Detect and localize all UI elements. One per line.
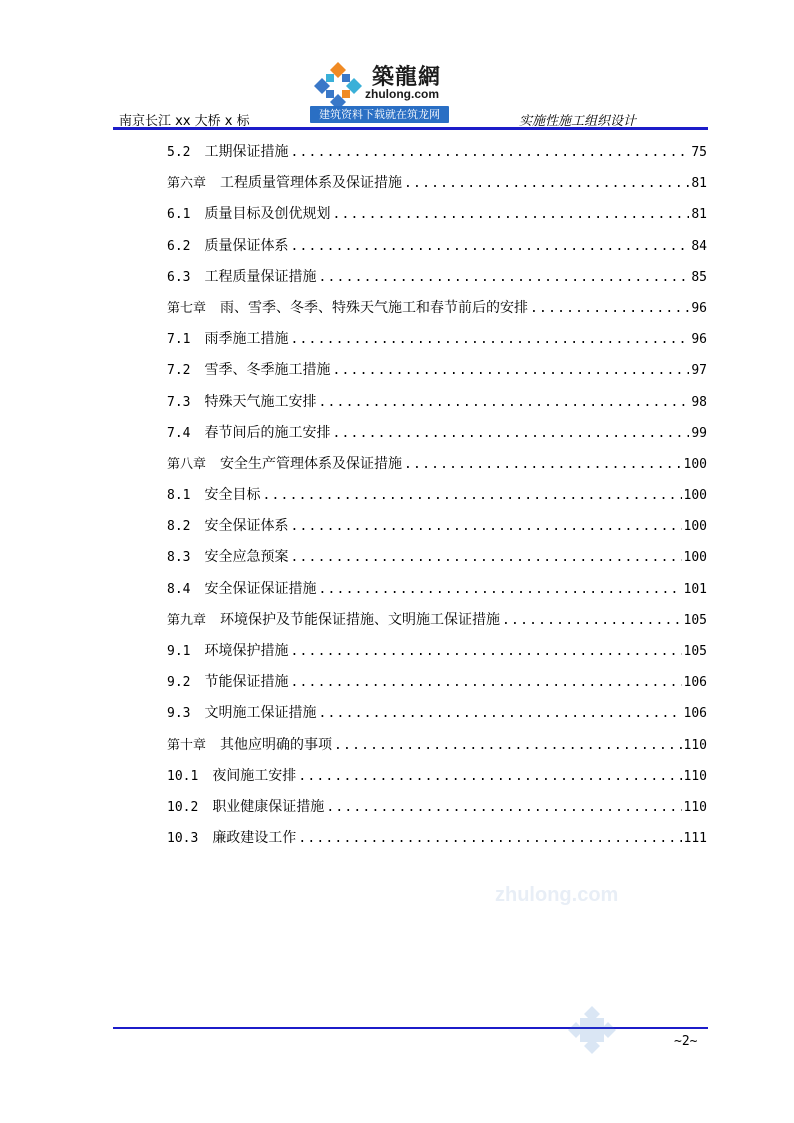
toc-entry[interactable] [167, 140, 707, 171]
table-of-contents [167, 140, 707, 857]
toc-entry-number: 10.3 [167, 831, 199, 847]
toc-entry-title: 质量目标及创优规划 [204, 206, 331, 223]
toc-entry-number: 7.4 [167, 425, 191, 441]
toc-entry-title: 春节间后的施工安排 [204, 424, 331, 441]
toc-leader-dots [404, 453, 682, 477]
toc-entry-number: 7.3 [167, 394, 191, 410]
toc-entry[interactable] [167, 202, 707, 233]
toc-entry-number: 第八章 [167, 456, 207, 472]
toc-entry-title: 廉政建设工作 [212, 830, 297, 847]
header-rule [113, 127, 708, 130]
watermark: zhulong.com [495, 884, 619, 906]
toc-leader-dots [290, 515, 681, 539]
toc-entry-title: 其他应明确的事项 [220, 736, 333, 753]
toc-entry[interactable] [167, 358, 707, 389]
toc-entry-page: 110 [683, 737, 707, 753]
toc-entry-number: 6.1 [167, 207, 191, 223]
toc-entry-title: 质量保证体系 [204, 237, 289, 254]
toc-entry-page: 98 [691, 394, 707, 410]
toc-entry-title: 安全保证保证措施 [204, 580, 317, 597]
toc-entry-number: 5.2 [167, 145, 191, 160]
toc-entry[interactable] [167, 514, 707, 545]
logo-name: 築龍網 [372, 64, 442, 90]
header-project-title: 南京长江 xx 大桥 x 标 [119, 114, 250, 129]
toc-entry-title: 安全保证体系 [204, 518, 289, 535]
toc-entry[interactable] [167, 327, 707, 358]
toc-entry-number: 8.1 [167, 488, 191, 504]
toc-leader-dots [332, 203, 689, 227]
toc-entry-title: 安全应急预案 [204, 549, 289, 566]
page-number: ~2~ [674, 1034, 698, 1049]
toc-entry-page: 106 [683, 706, 707, 722]
toc-entry[interactable] [167, 795, 707, 826]
footer-watermark-icon [566, 1004, 618, 1056]
toc-entry-title: 安全目标 [204, 487, 261, 504]
toc-entry[interactable] [167, 701, 707, 732]
toc-leader-dots [290, 235, 689, 259]
toc-leader-dots [326, 796, 681, 820]
toc-leader-dots [404, 172, 689, 196]
toc-entry-title: 雨季施工措施 [204, 331, 289, 348]
toc-entry-page: 110 [683, 768, 707, 784]
toc-entry-number: 6.3 [167, 269, 191, 285]
toc-entry-number: 9.2 [167, 675, 191, 691]
toc-entry-title: 特殊天气施工安排 [204, 393, 317, 410]
toc-entry-title: 雪季、冬季施工措施 [204, 362, 331, 379]
toc-entry-page: 100 [683, 519, 707, 535]
toc-entry-number: 第九章 [167, 612, 207, 628]
toc-entry-number: 第十章 [167, 737, 207, 753]
toc-entry-number: 7.2 [167, 363, 191, 379]
toc-entry[interactable] [167, 452, 707, 483]
toc-entry-title: 雨、雪季、冬季、特殊天气施工和春节前后的安排 [220, 299, 529, 316]
toc-leader-dots [318, 391, 689, 415]
toc-leader-dots [262, 484, 681, 508]
toc-entry-page: 111 [683, 831, 707, 847]
footer-rule [113, 1027, 708, 1029]
toc-leader-dots [290, 671, 681, 695]
toc-entry[interactable] [167, 265, 707, 296]
toc-entry[interactable] [167, 733, 707, 764]
toc-entry[interactable] [167, 234, 707, 265]
toc-entry-page: 97 [691, 363, 707, 379]
toc-entry[interactable] [167, 545, 707, 576]
toc-entry[interactable] [167, 296, 707, 327]
toc-entry-title: 节能保证措施 [204, 674, 289, 691]
toc-entry-number: 7.1 [167, 332, 191, 348]
zhulong-logo [309, 58, 454, 126]
toc-leader-dots [318, 578, 681, 602]
toc-entry-page: 105 [683, 644, 707, 659]
toc-leader-dots [298, 765, 681, 789]
toc-leader-dots [318, 702, 681, 726]
toc-entry-number: 8.4 [167, 581, 191, 597]
toc-leader-dots [332, 422, 689, 446]
toc-entry-title: 环境保护及节能保证措施、文明施工保证措施 [220, 611, 501, 628]
toc-entry-title: 安全生产管理体系及保证措施 [220, 455, 403, 472]
toc-entry-title: 职业健康保证措施 [212, 798, 325, 815]
toc-leader-dots [290, 640, 681, 664]
toc-entry-number: 8.3 [167, 550, 191, 566]
toc-entry-number: 9.3 [167, 706, 191, 722]
toc-entry-page: 100 [683, 550, 707, 566]
toc-entry[interactable] [167, 483, 707, 514]
toc-leader-dots [290, 546, 681, 570]
toc-entry[interactable] [167, 639, 707, 670]
toc-entry[interactable] [167, 670, 707, 701]
toc-entry-page: 96 [691, 300, 707, 316]
toc-entry-number: 8.2 [167, 519, 191, 535]
toc-entry[interactable] [167, 577, 707, 608]
toc-leader-dots [298, 827, 681, 851]
toc-entry[interactable] [167, 390, 707, 421]
toc-entry-number: 9.1 [167, 644, 191, 659]
header-document-title: 实施性施工组织设计 [519, 114, 637, 129]
toc-entry-number: 第六章 [167, 176, 207, 192]
toc-entry[interactable] [167, 764, 707, 795]
toc-entry-page: 110 [683, 799, 707, 815]
toc-entry-page: 96 [691, 332, 707, 348]
toc-leader-dots [334, 734, 682, 758]
toc-entry-page: 100 [683, 488, 707, 504]
toc-entry-page: 75 [691, 145, 707, 160]
toc-entry-page: 84 [691, 238, 707, 254]
toc-entry-title: 工程质量管理体系及保证措施 [220, 175, 403, 192]
toc-entry-number: 6.2 [167, 238, 191, 254]
toc-leader-dots [332, 359, 689, 383]
logo-banner: 建筑资料下载就在筑龙网 [310, 106, 449, 123]
toc-entry-number: 10.1 [167, 768, 199, 784]
toc-leader-dots [290, 328, 689, 352]
toc-entry-page: 81 [691, 176, 707, 192]
toc-entry-number: 第七章 [167, 300, 207, 316]
toc-entry-page: 99 [691, 425, 707, 441]
toc-leader-dots [502, 609, 682, 633]
toc-leader-dots [530, 297, 689, 321]
toc-entry-title: 夜间施工安排 [212, 767, 297, 784]
toc-entry-page: 105 [683, 612, 707, 628]
toc-entry[interactable] [167, 826, 707, 857]
toc-entry-page: 101 [683, 581, 707, 597]
toc-entry-page: 85 [691, 269, 707, 285]
toc-entry[interactable] [167, 608, 707, 639]
toc-entry-page: 106 [683, 675, 707, 691]
toc-entry-title: 工期保证措施 [204, 144, 289, 160]
toc-entry[interactable] [167, 171, 707, 202]
toc-entry-page: 81 [691, 207, 707, 223]
logo-domain: zhulong.com [365, 87, 439, 101]
toc-entry-title: 工程质量保证措施 [204, 268, 317, 285]
toc-entry-page: 100 [683, 456, 707, 472]
toc-entry-title: 环境保护措施 [204, 643, 289, 659]
zhulong-logo-icon [312, 60, 364, 112]
toc-leader-dots [318, 266, 689, 290]
toc-leader-dots [290, 141, 689, 165]
toc-entry-number: 10.2 [167, 799, 199, 815]
toc-entry-title: 文明施工保证措施 [204, 705, 317, 722]
toc-entry[interactable] [167, 421, 707, 452]
